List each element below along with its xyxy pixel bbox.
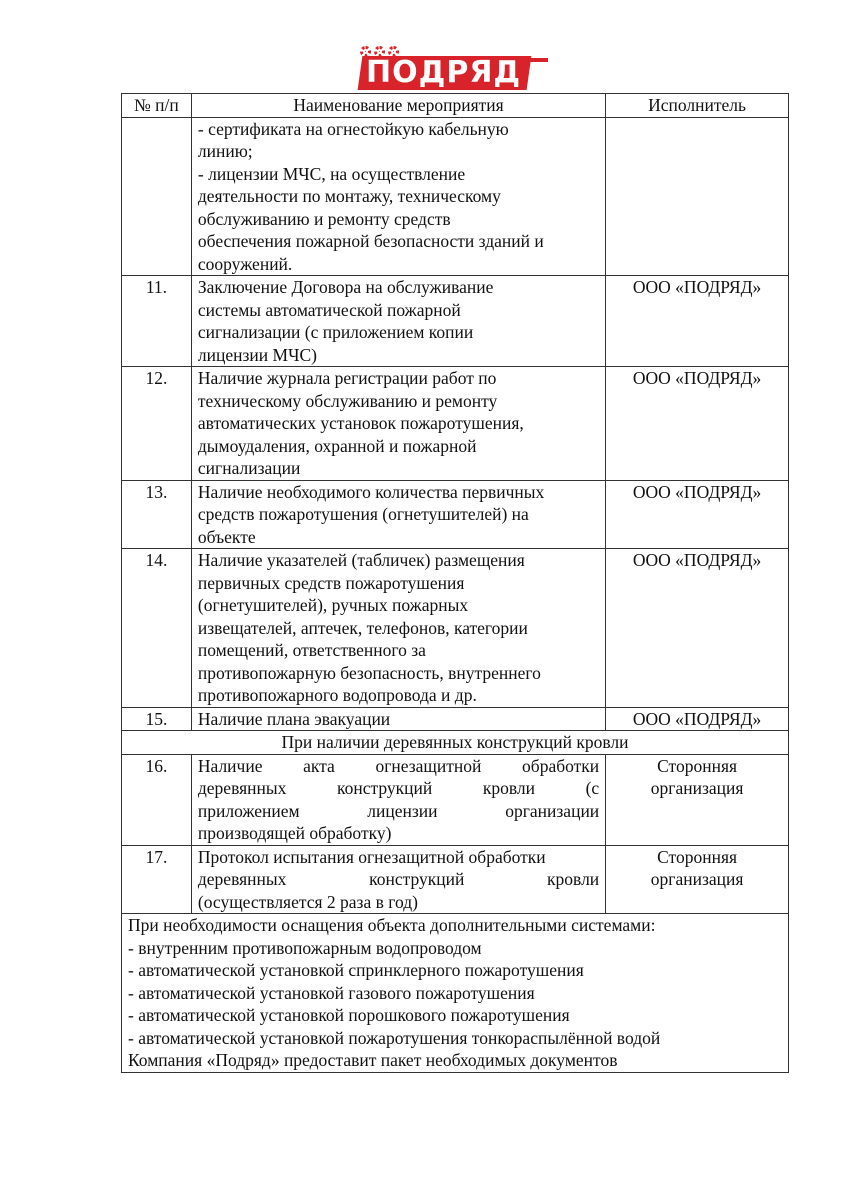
cell-line: системы автоматической пожарной: [197, 299, 461, 320]
cell-line: противопожарного водопровода и др.: [197, 685, 477, 705]
table-row: [122, 754, 789, 845]
row-name-cell: [191, 754, 605, 845]
row-executor-cell: [606, 754, 789, 845]
row-name-cell: [191, 367, 605, 481]
cell-line: сигнализации (с приложением копии: [197, 322, 474, 342]
measures-table: [121, 93, 789, 1073]
cell-line: деревянных конструкций кровли: [197, 869, 600, 889]
note-line: - автоматической установкой порошкового пожаротушения: [128, 1005, 570, 1025]
row-num-cell: [122, 117, 192, 276]
cell-line: лицензии МЧС): [197, 344, 317, 365]
row-executor-cell: [606, 845, 789, 914]
cell-line: обслуживанию и ремонту средств: [197, 208, 451, 229]
cell-line: деревянных конструкций кровли (с: [197, 778, 600, 798]
row-executor: ООО «ПОДРЯД»: [606, 276, 789, 367]
note-line: - внутренним противопожарным водопроводом: [128, 937, 482, 958]
row-executor: ООО «ПОДРЯД»: [606, 549, 789, 708]
row-name-cell: [191, 845, 605, 914]
row-num: 16.: [122, 754, 192, 845]
table-row: [122, 845, 789, 914]
executor-line: организация: [650, 778, 744, 798]
row-name-cell: [191, 707, 605, 731]
cell-line: (огнетушителей), ручных пожарных: [197, 595, 469, 615]
cell-line: - лицензии МЧС, на осуществление: [197, 163, 466, 184]
row-num: 17.: [122, 845, 192, 914]
cell-line: Протокол испытания огнезащитной обработки: [197, 846, 546, 867]
cell-line: противопожарную безопасность, внутреннего: [197, 662, 541, 683]
table-row-continuation: [122, 117, 789, 276]
row-name-cell: [191, 480, 605, 549]
cell-line: линию;: [197, 141, 253, 161]
executor-line: Сторонняя: [657, 846, 738, 867]
table-row: [122, 707, 789, 731]
header-executor: Исполнитель: [606, 94, 789, 118]
header-name: Наименование мероприятия: [191, 94, 605, 118]
cell-line: помещений, ответственного за: [197, 640, 426, 660]
note-line: - автоматической установкой пожаротушения тонкораспылённой водой: [128, 1027, 661, 1048]
cell-line: производящей обработку): [197, 823, 392, 843]
row-num: 15.: [122, 707, 192, 731]
cell-line: обеспечения пожарной безопасности зданий и: [197, 231, 544, 251]
cell-line: деятельности по монтажу, техническому: [197, 186, 501, 206]
table-row: [122, 480, 789, 549]
table-row: [122, 549, 789, 708]
row-executor: ООО «ПОДРЯД»: [606, 480, 789, 549]
cell-line: техническому обслуживанию и ремонту: [197, 390, 498, 411]
executor-line: организация: [650, 869, 744, 889]
cell-line: объекте: [197, 526, 256, 547]
executor-line: Сторонняя: [657, 755, 738, 776]
row-name-cell: [191, 276, 605, 367]
row-name-cell: [191, 117, 605, 276]
table-header-row: [122, 94, 789, 118]
cell-line: Заключение Договора на обслуживание: [197, 277, 494, 297]
row-num: 12.: [122, 367, 192, 481]
cell-line: - сертификата на огнестойкую кабельную: [197, 118, 509, 139]
logo-wordmark: ПОДРЯД: [358, 56, 532, 90]
row-num: 14.: [122, 549, 192, 708]
row-num: 13.: [122, 480, 192, 549]
cell-line: первичных средств пожаротушения: [197, 572, 465, 593]
table-row: [122, 276, 789, 367]
row-executor-cell: [606, 117, 789, 276]
note-line: - автоматической установкой спринклерного пожаротушения: [128, 960, 584, 980]
note-line: Компания «Подряд» предоставит пакет необходимых документов: [128, 1050, 618, 1070]
cell-line: Наличие указателей (табличек) размещения: [197, 550, 525, 570]
cell-line: дымоудаления, охранной и пожарной: [197, 435, 477, 456]
row-executor: ООО «ПОДРЯД»: [606, 367, 789, 481]
cell-line: Наличие журнала регистрации работ по: [197, 368, 497, 388]
section-title: При наличии деревянных конструкций кровли: [122, 731, 789, 755]
cell-line: (осуществляется 2 раза в год): [197, 891, 418, 912]
company-logo: [360, 46, 550, 92]
row-name-cell: [191, 549, 605, 708]
table-row: [122, 367, 789, 481]
row-executor: ООО «ПОДРЯД»: [606, 707, 789, 731]
header-num: № п/п: [122, 94, 192, 118]
note-row: [122, 914, 789, 1073]
row-num: 11.: [122, 276, 192, 367]
note-line: При необходимости оснащения объекта дополнительными системами:: [128, 915, 656, 935]
note-cell: [122, 914, 789, 1073]
cell-line: средств пожаротушения (огнетушителей) на: [197, 504, 529, 524]
cell-line: приложением лицензии организации: [197, 800, 600, 821]
cell-line: автоматических установок пожаротушения,: [197, 413, 524, 433]
cell-line: извещателей, аптечек, телефонов, категории: [197, 617, 528, 638]
note-line: - автоматической установкой газового пожаротушения: [128, 982, 535, 1003]
cell-line: Наличие плана эвакуации: [197, 708, 391, 729]
cell-line: Наличие необходимого количества первичных: [197, 481, 545, 502]
cell-line: Наличие акта огнезащитной обработки: [197, 755, 600, 776]
section-row: [122, 731, 789, 755]
cell-line: сооружений.: [197, 253, 293, 274]
cell-line: сигнализации: [197, 458, 301, 478]
